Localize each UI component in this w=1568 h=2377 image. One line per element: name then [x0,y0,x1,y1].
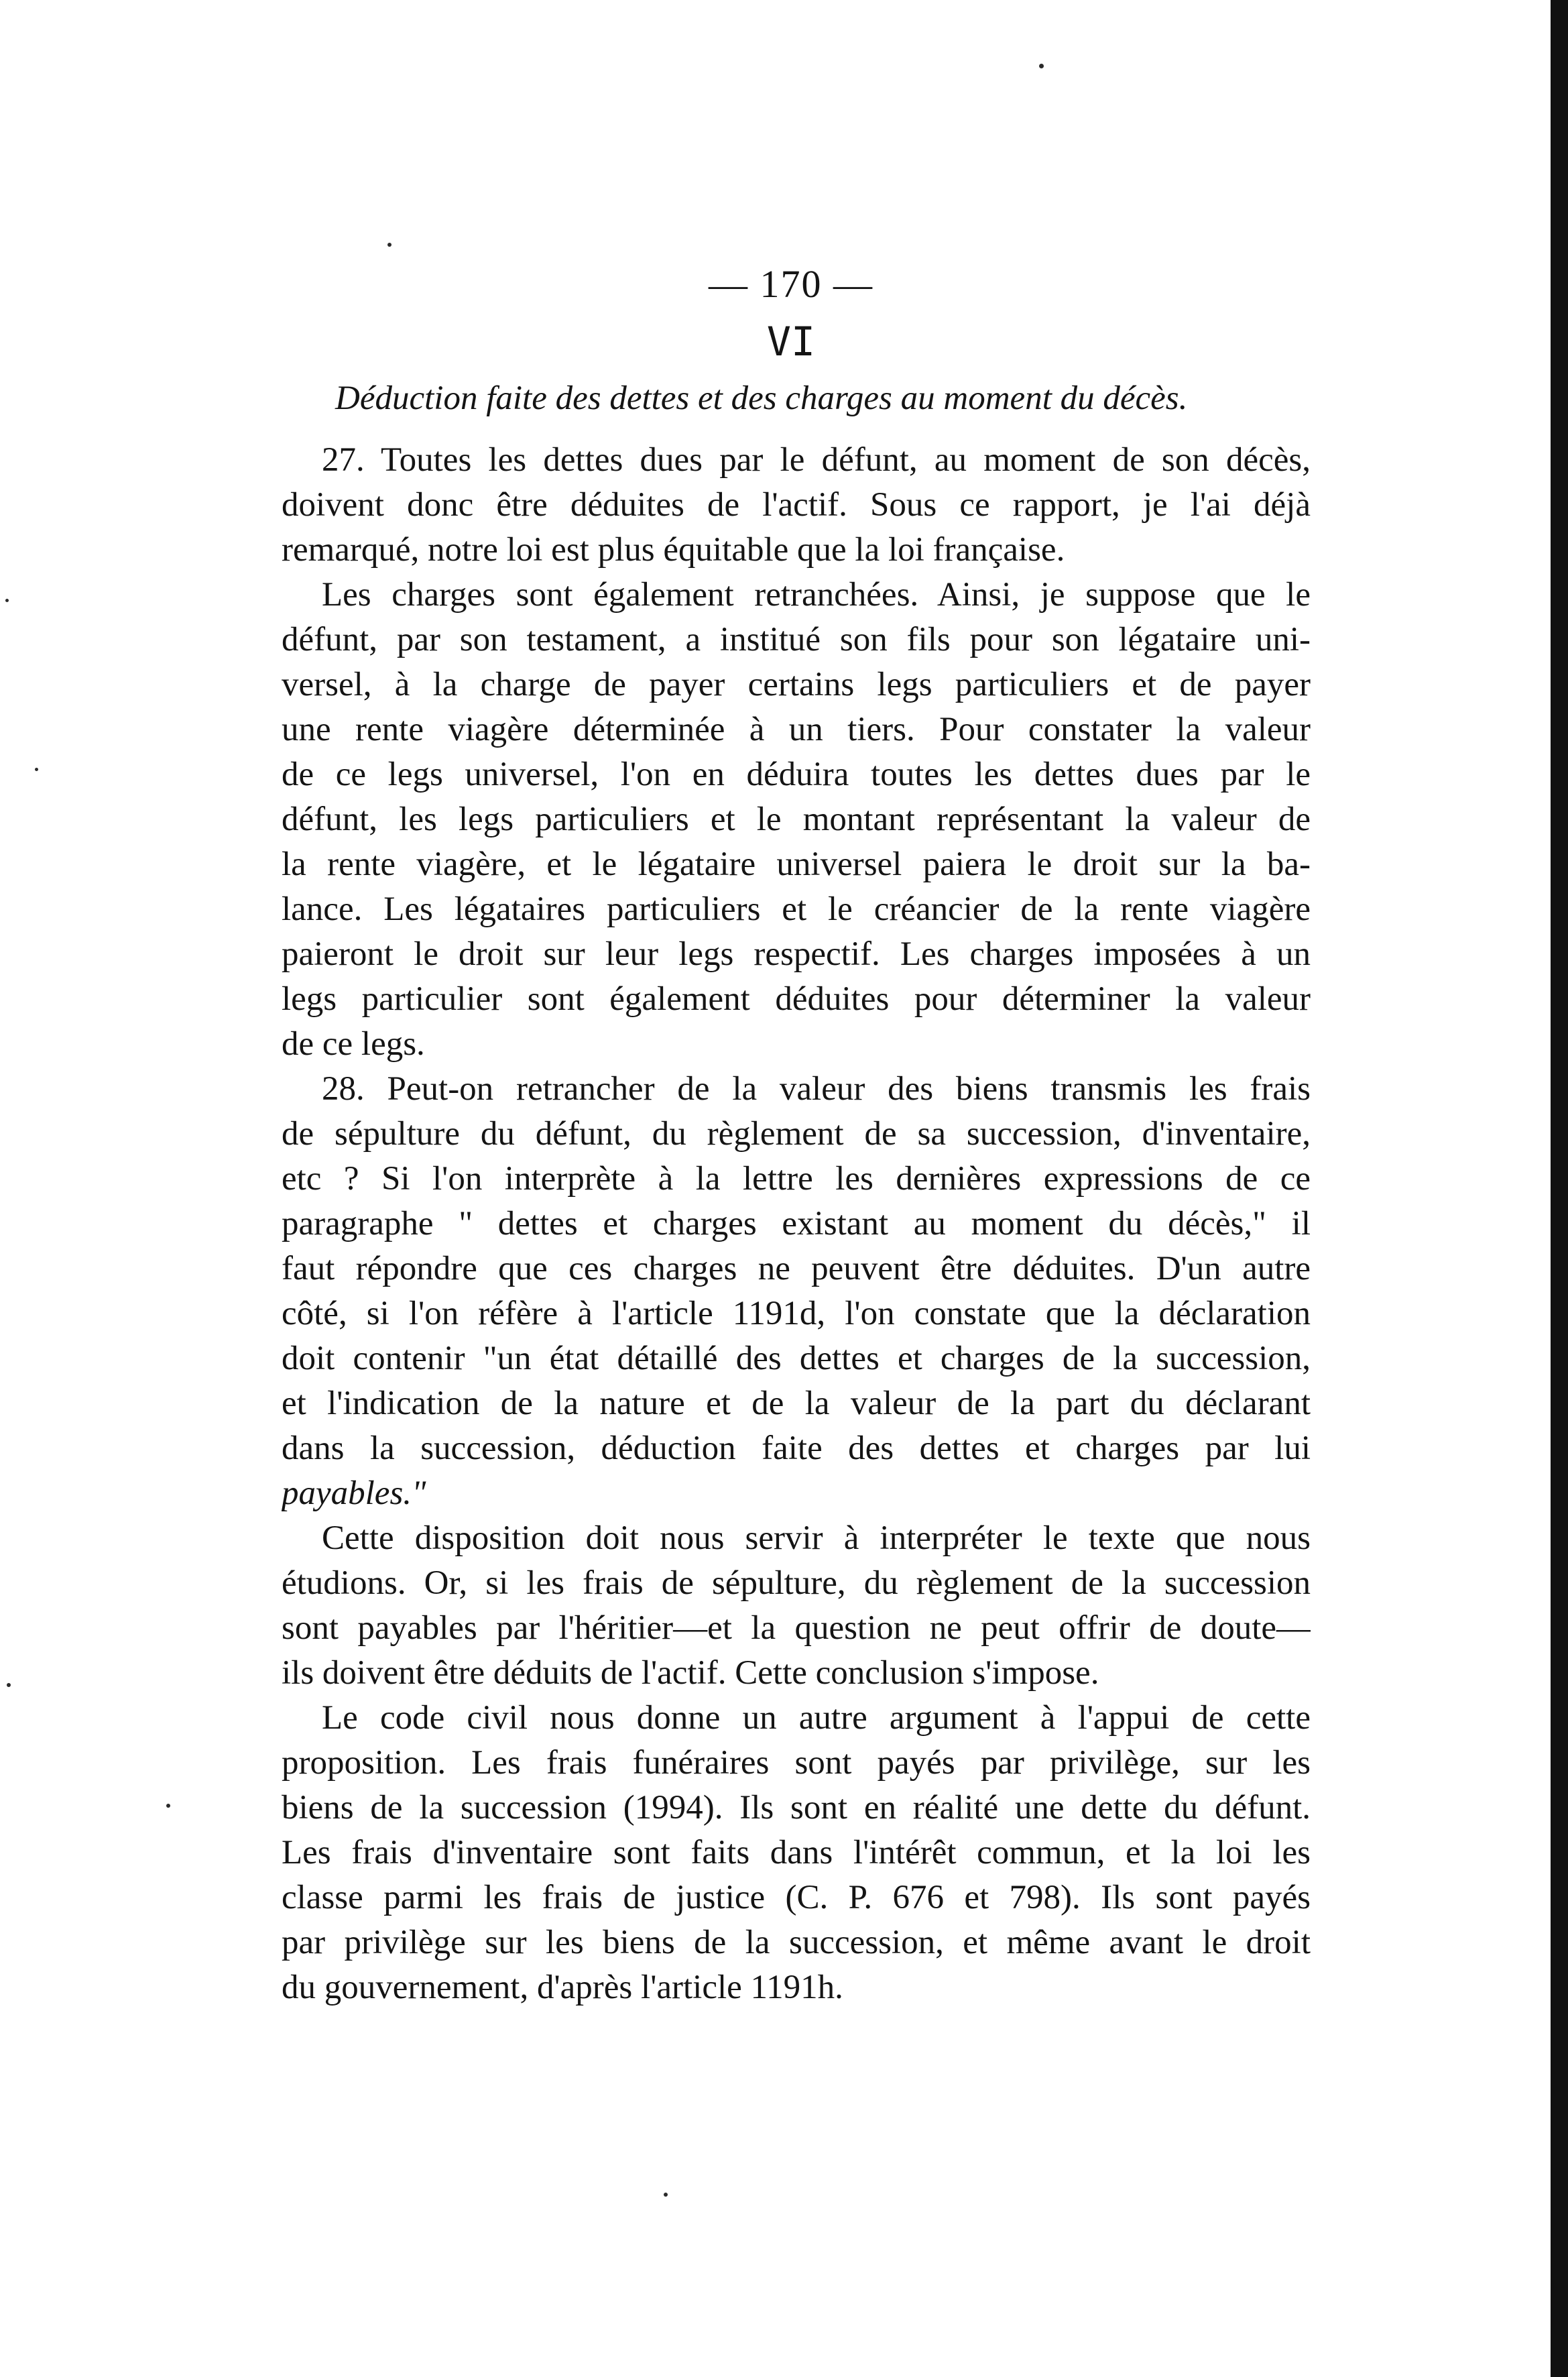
text-line: doivent donc être déduites de l'actif. Sous ce rapport, je l'ai déjà [282,486,1311,524]
text-line: de sépulture du défunt, du règlement de sa succession, d'inventaire, [282,1115,1311,1153]
scan-speck [5,599,9,602]
scan-speck [35,768,38,771]
scan-border [1551,0,1568,2377]
scan-speck [387,243,391,247]
text-line: etc ? Si l'on interprète à la lettre les dernières expressions de ce [282,1160,1311,1198]
text-line: par privilège sur les biens de la succession, et même avant le droit [282,1924,1311,1961]
scan-speck [7,1683,11,1687]
text-line: Le code civil nous donne un autre argument à l'appui de cette [322,1699,1311,1737]
scan-speck [1039,64,1044,68]
text-line: doit contenir "un état détaillé des dettes et charges de la succession, [282,1340,1311,1377]
text-line: Les frais d'inventaire sont faits dans l'intérêt commun, et la loi les [282,1834,1311,1871]
text-line: payables." [282,1474,426,1512]
text-line: lance. Les légataires particuliers et le créancier de la rente viagère [282,890,1311,928]
text-line: la rente viagère, et le légataire universel paiera le droit sur la ba- [282,846,1311,883]
text-line: paieront le droit sur leur legs respectif. Les charges imposées à un [282,935,1311,973]
text-line: de ce legs universel, l'on en déduira toutes les dettes dues par le [282,756,1311,793]
text-line: Les charges sont également retranchées. Ainsi, je suppose que le [322,576,1311,614]
text-line: une rente viagère déterminée à un tiers. Pour constater la valeur [282,711,1311,748]
scan-speck [664,2193,668,2197]
text-line: 27. Toutes les dettes dues par le défunt, au moment de son décès, [322,441,1311,479]
text-line: 28. Peut-on retrancher de la valeur des biens transmis les frais [322,1070,1311,1108]
page-number: — 170 — [709,262,873,306]
text-line: étudions. Or, si les frais de sépulture, du règlement de la succession [282,1564,1311,1602]
text-line: côté, si l'on réfère à l'article 1191d, l'on constate que la déclaration [282,1295,1311,1332]
text-line: legs particulier sont également déduites pour déterminer la valeur [282,980,1311,1018]
text-line: proposition. Les frais funéraires sont payés par privilège, sur les [282,1744,1311,1782]
text-line: défunt, les legs particuliers et le montant représentant la valeur de [282,801,1311,838]
text-line: et l'indication de la nature et de la valeur de la part du déclarant [282,1385,1311,1422]
text-line: du gouvernement, d'après l'article 1191h. [282,1969,843,2006]
scan-speck [166,1804,170,1808]
text-line: défunt, par son testament, a institué son fils pour son légataire uni- [282,621,1311,658]
text-line: sont payables par l'héritier—et la question ne peut offrir de doute— [282,1609,1311,1647]
section-title: Déduction faite des dettes et des charges au moment du décès. [335,380,1188,417]
text-line: versel, à la charge de payer certains legs particuliers et de payer [282,666,1311,703]
text-line: de ce legs. [282,1025,425,1063]
text-line: ils doivent être déduits de l'actif. Cette conclusion s'impose. [282,1654,1099,1692]
section-number: VI [766,318,816,365]
text-line: remarqué, notre loi est plus équitable que la loi française. [282,531,1065,569]
text-line: classe parmi les frais de justice (C. P. 676 et 798). Ils sont payés [282,1879,1311,1916]
text-line: faut répondre que ces charges ne peuvent être déduites. D'un autre [282,1250,1311,1287]
text-line: paragraphe " dettes et charges existant au moment du décès," il [282,1205,1311,1242]
text-line: dans la succession, déduction faite des dettes et charges par lui [282,1430,1311,1467]
text-line: biens de la succession (1994). Ils sont en réalité une dette du défunt. [282,1789,1311,1827]
text-line: Cette disposition doit nous servir à interpréter le texte que nous [322,1519,1311,1557]
